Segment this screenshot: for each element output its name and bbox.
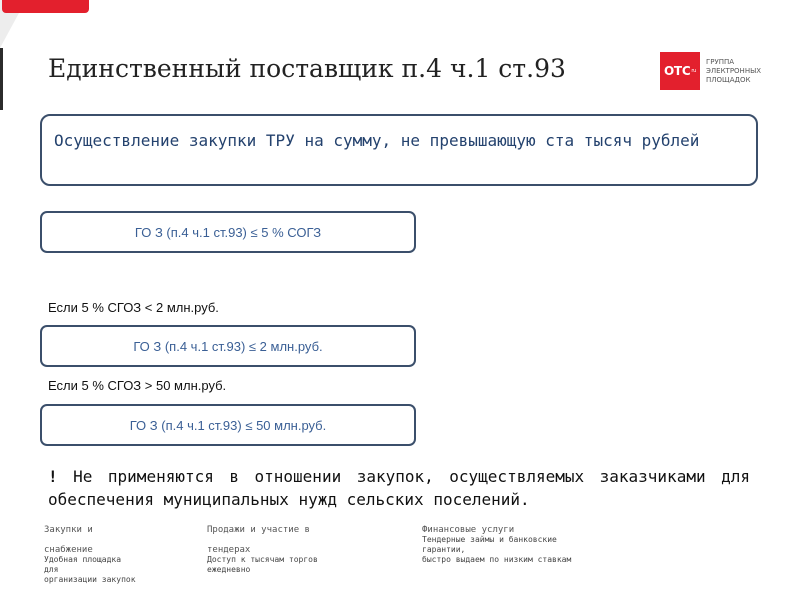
logo-mark-suffix: ru: [691, 68, 696, 74]
footer-line: быстро выдаем по низким ставкам: [422, 555, 572, 564]
main-statement-text: Осуществление закупки ТРУ на сумму, не превышающую ста тысяч рублей: [54, 131, 700, 150]
condition-text-2: Если 5 % СГОЗ > 50 млн.руб.: [48, 378, 227, 393]
footer-heading: Продажи и участие в: [207, 525, 310, 535]
footer-heading: снабжение: [44, 545, 93, 555]
condition-text-1: Если 5 % СГОЗ < 2 млн.руб.: [48, 300, 219, 315]
note-paragraph: [48, 465, 750, 511]
footer-heading: тендерах: [207, 545, 251, 555]
note-exclamation: !: [48, 467, 58, 486]
logo-caption-line: ПЛОЩАДОК: [706, 75, 751, 84]
rule-text: ГО З (п.4 ч.1 ст.93) ≤ 5 % СОГЗ: [134, 224, 322, 240]
footer-heading: Закупки и: [44, 525, 93, 535]
footer-line: организации закупок: [44, 575, 136, 584]
footer-heading: Финансовые услуги: [422, 525, 515, 535]
logo-mark-text: OTC: [664, 64, 691, 78]
slide-title: Единственный поставщик п.4 ч.1 ст.93: [48, 54, 566, 83]
logo-caption-line: ЭЛЕКТРОННЫХ: [706, 66, 762, 75]
footer-line: гарантии,: [422, 545, 466, 554]
main-statement-box: [40, 114, 758, 186]
top-red-bar: [2, 0, 89, 13]
note-text: Не применяются в отношении закупок, осуществляемых заказчиками для обеспечения муниципальных нужд сельских поселений.: [48, 467, 750, 509]
logo-caption: [706, 58, 770, 85]
footer-column-sales: [207, 525, 318, 575]
left-accent-line: [0, 48, 3, 110]
rule-box-3: [40, 404, 416, 446]
footer-column-finance: [422, 525, 571, 565]
company-logo: [660, 52, 770, 90]
footer-column-procurement: [44, 525, 136, 585]
rule-text: ГО З (п.4 ч.1 ст.93) ≤ 2 млн.руб.: [133, 338, 323, 354]
rule-box-1: [40, 211, 416, 253]
logo-mark: [660, 52, 700, 90]
logo-caption-line: ГРУППА: [706, 57, 735, 66]
footer-line: Тендерные займы и банковские: [422, 535, 557, 544]
footer-line: Доступ к тысячам торгов: [207, 555, 318, 564]
rule-box-2: [40, 325, 416, 367]
footer-line: ежедневно: [207, 565, 251, 574]
footer-line: Удобная площадка: [44, 555, 122, 564]
footer-line: для: [44, 565, 59, 574]
rule-text: ГО З (п.4 ч.1 ст.93) ≤ 50 млн.руб.: [129, 417, 327, 433]
